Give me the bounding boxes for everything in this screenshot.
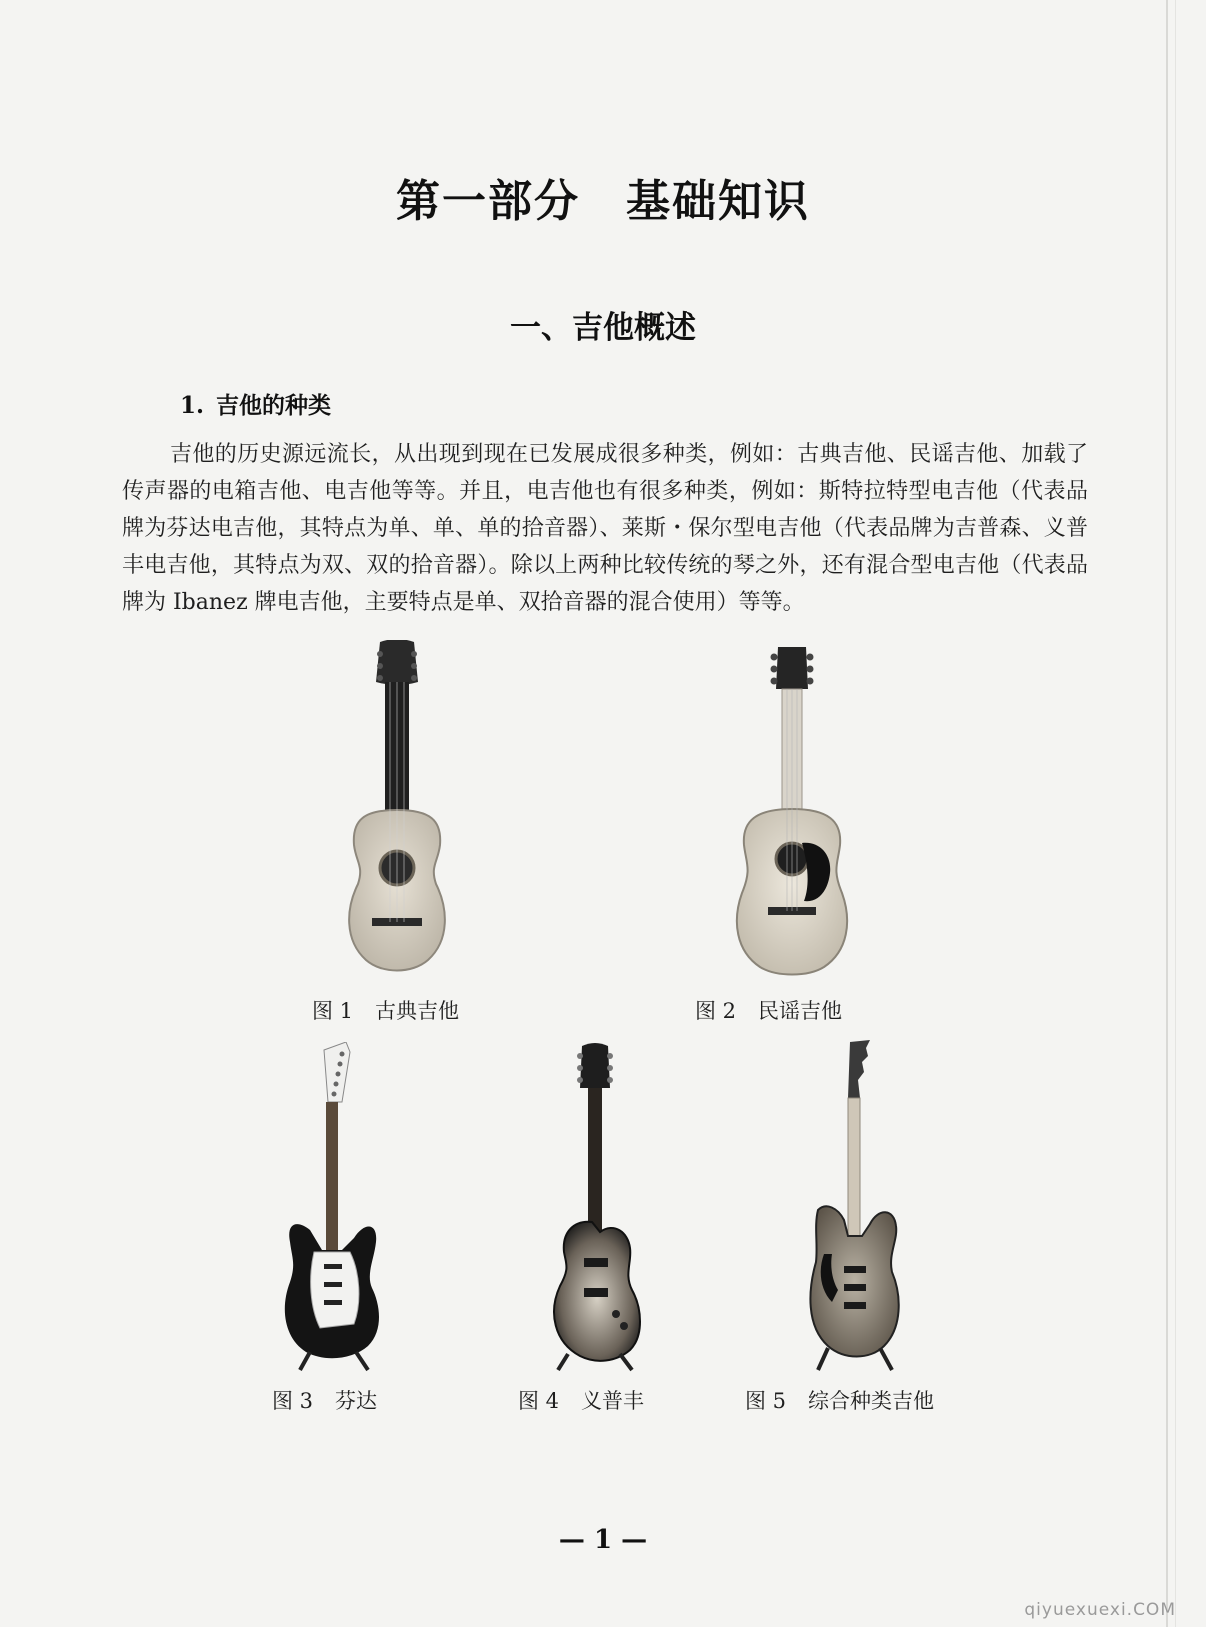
page-number: — 1 — [558, 1525, 648, 1555]
part-title [0, 165, 1206, 229]
figure-title: 综合种类吉他 [808, 1389, 935, 1413]
figure-number: 图 5 [745, 1389, 787, 1413]
figure-number: 图 4 [518, 1389, 560, 1413]
figure-caption [745, 1385, 934, 1415]
section-title: 吉他的种类 [216, 392, 332, 419]
part-title-name: 基础知识 [626, 176, 810, 227]
page-edge-line [1166, 0, 1168, 1627]
figure-number: 图 2 [695, 999, 737, 1023]
figure-title: 民谣吉他 [758, 999, 843, 1023]
fender-electric-guitar-photo [280, 1042, 385, 1372]
figure-title: 古典吉他 [375, 999, 460, 1023]
figure-number: 图 3 [272, 1389, 314, 1413]
chapter-title: 一、吉他概述 [510, 310, 696, 346]
page-edge-line [1175, 0, 1176, 1627]
figure-title: 义普丰 [581, 1389, 645, 1413]
hybrid-electric-guitar-photo [798, 1040, 908, 1372]
figure-caption [695, 995, 842, 1025]
body-paragraph: 吉他的历史源远流长，从出现到现在已发展成很多种类，例如：古典吉他、民谣吉他、加载了传声器的电箱吉他、电吉他等等。并且，电吉他也有很多种类，例如：斯特拉特型电吉他（代表品牌为芬达电吉他，其特点为单、单、单的拾音器）、莱斯・保尔型电吉他（代表品牌为吉普森、义普丰电吉他，其特点为双、双的拾音器）。除以上两种比较传统的琴之外，还有混合型电吉他（代表品牌为 Ibanez 牌电吉他，主要特点是单、双拾音器的混合使用）等等。 [122, 442, 1088, 615]
figure-caption [518, 1385, 644, 1415]
site-watermark: qiyuexuexi.COM [1024, 1600, 1176, 1620]
figure-title: 芬达 [335, 1389, 378, 1413]
figure-caption [312, 995, 459, 1025]
epiphone-electric-guitar-photo [540, 1042, 650, 1372]
section-number: 1. [180, 392, 205, 419]
section-heading [180, 387, 331, 420]
part-title-number: 第一部分 [396, 176, 580, 227]
folk-guitar-photo [712, 645, 872, 980]
figure-number: 图 1 [312, 999, 354, 1023]
classical-guitar-photo [322, 640, 472, 980]
figure-caption [272, 1385, 377, 1415]
